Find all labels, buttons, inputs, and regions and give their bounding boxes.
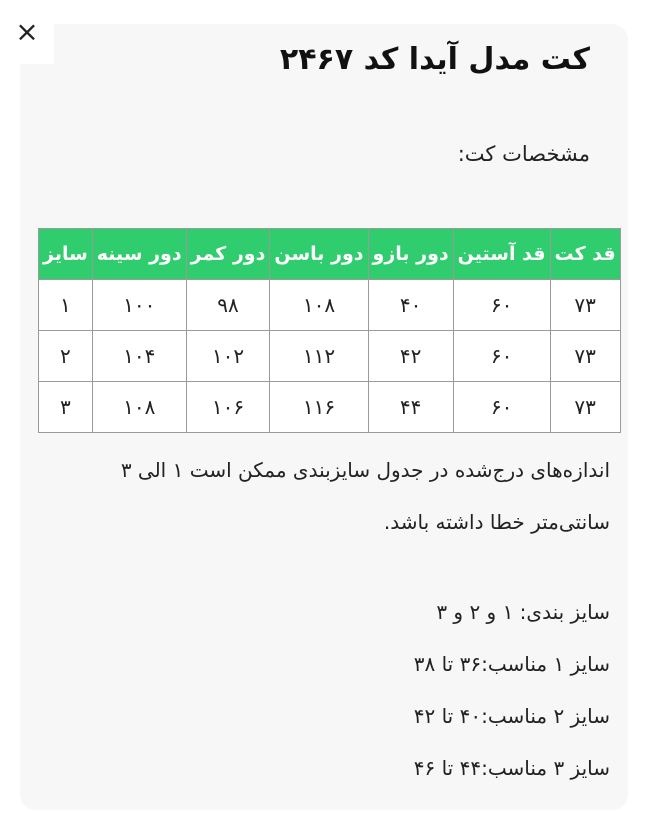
header-arm-circumference: دور بازو	[368, 229, 453, 280]
table-cell: ۱۱۶	[270, 382, 368, 433]
table-cell: ۴۴	[368, 382, 453, 433]
size-table	[38, 228, 621, 433]
table-cell: ۹۸	[186, 280, 270, 331]
table-cell: ۱	[39, 280, 93, 331]
table-header-row	[39, 229, 621, 280]
table-cell: ۶۰	[453, 280, 550, 331]
header-hip-circumference: دور باسن	[270, 229, 368, 280]
table-cell: ۱۰۸	[92, 382, 186, 433]
table-cell: ۱۰۰	[92, 280, 186, 331]
table-cell: ۱۰۶	[186, 382, 270, 433]
header-sleeve-length: قد آستین	[453, 229, 550, 280]
table-cell: ۷۳	[550, 382, 620, 433]
table-cell: ۶۰	[453, 382, 550, 433]
table-row	[39, 331, 621, 382]
product-details-sheet	[20, 24, 628, 810]
header-size: سایز	[39, 229, 93, 280]
header-waist-circumference: دور کمر	[186, 229, 270, 280]
size-fit-line-2: سایز ۲ مناسب:۴۰ تا ۴۲	[413, 704, 610, 728]
header-coat-length: قد کت	[550, 229, 620, 280]
table-cell: ۴۲	[368, 331, 453, 382]
table-cell: ۱۰۸	[270, 280, 368, 331]
close-icon[interactable]: ×	[15, 15, 39, 48]
specs-heading: مشخصات کت:	[457, 142, 590, 166]
size-range-line: سایز بندی: ۱ و ۲ و ۳	[436, 600, 610, 624]
sizing-disclaimer: اندازه‌های درج‌شده در جدول سایزبندی ممکن است ۱ الی ۳ سانتی‌متر خطا داشته باشد.	[120, 458, 610, 534]
table-cell: ۶۰	[453, 331, 550, 382]
table-row	[39, 280, 621, 331]
header-chest-circumference: دور سینه	[92, 229, 186, 280]
table-cell: ۱۰۴	[92, 331, 186, 382]
product-title: کت مدل آیدا کد ۲۴۶۷	[279, 42, 590, 77]
size-guide-list	[44, 586, 610, 794]
table-cell: ۲	[39, 331, 93, 382]
size-fit-line-3: سایز ۳ مناسب:۴۴ تا ۴۶	[413, 756, 610, 780]
table-row	[39, 382, 621, 433]
table-cell: ۷۳	[550, 331, 620, 382]
table-cell: ۱۰۲	[186, 331, 270, 382]
table-cell: ۳	[39, 382, 93, 433]
table-cell: ۱۱۲	[270, 331, 368, 382]
table-cell: ۴۰	[368, 280, 453, 331]
size-fit-line-1: سایز ۱ مناسب:۳۶ تا ۳۸	[413, 652, 610, 676]
close-button[interactable]	[0, 0, 54, 64]
table-cell: ۷۳	[550, 280, 620, 331]
